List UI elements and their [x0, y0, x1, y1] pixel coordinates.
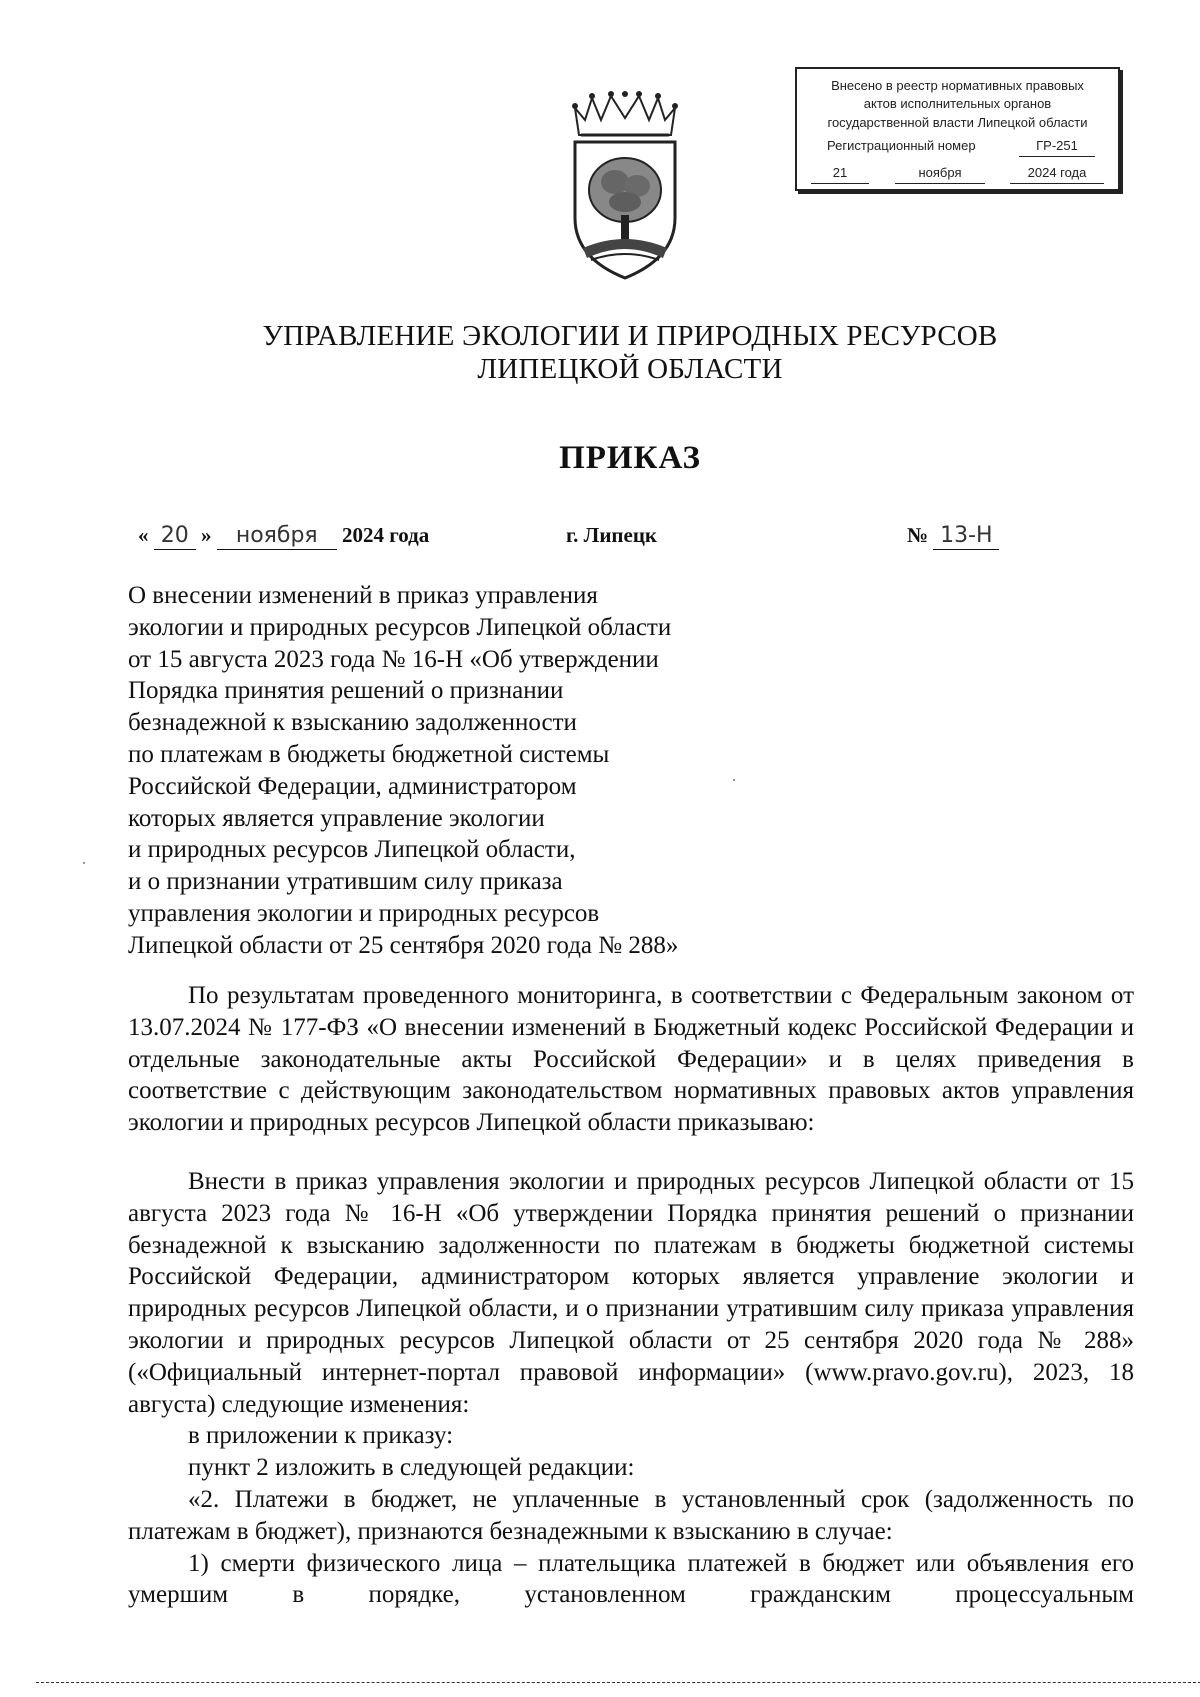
body-paragraph-annex: в приложении к приказу:: [188, 1422, 454, 1450]
subject-line: О внесении изменений в приказ управления: [128, 582, 598, 609]
body-paragraph-preamble: По результатам проведенного мониторинга, в соответствии с Федеральным законом от 13.07.2024 № 177-ФЗ «О внесении изменений в Бюджетный кодекс Российской Федерации и отдельные законодательные акты Российской Федерации» и в целях приведения в соответствие с действующим законодательством нормативных правовых актов управления экологии и природных ресурсов Липецкой области приказываю:: [128, 982, 1134, 1137]
subject-line: экологии и природных ресурсов Липецкой области: [128, 613, 672, 641]
subject-line: и природных ресурсов Липецкой области,: [128, 836, 576, 864]
date-year: 2024 года: [342, 523, 430, 547]
order-city: г. Липецк: [566, 523, 658, 547]
subject-line: Липецкой области от 25 сентября 2020 года № 288»: [128, 931, 679, 959]
order-number: [907, 523, 999, 550]
organization-title-line-1: УПРАВЛЕНИЕ ЭКОЛОГИИ И ПРИРОДНЫХ РЕСУРСОВ: [262, 320, 998, 352]
date-close-quote: »: [201, 523, 212, 547]
date-day-handwritten: 20: [154, 523, 196, 550]
subject-line: Порядка принятия решений о признании: [128, 677, 564, 705]
registry-stamp: [795, 67, 1120, 191]
organization-title-line-2: ЛИПЕЦКОЙ ОБЛАСТИ: [477, 353, 783, 385]
subject-line: по платежам в бюджеты бюджетной системы: [128, 740, 610, 768]
stamp-date-month: ноября: [895, 163, 985, 184]
order-number-handwritten: 13-Н: [933, 523, 999, 550]
subject-line: и о признании утратившим силу приказа: [128, 868, 563, 896]
body-paragraph-item-1: 1) смерти физического лица – плательщика платежей в бюджет или объявления его умершим в порядке, установленном гражданским процессуальным: [128, 1549, 1134, 1609]
date-open-quote: «: [138, 523, 149, 547]
subject-line: Российской Федерации, администратором: [128, 772, 577, 800]
subject-line: безнадежной к взысканию задолженности: [128, 709, 577, 737]
stamp-line-2: актов исполнительных органов: [863, 96, 1052, 111]
stamp-line-1: Внесено в реестр нормативных правовых: [831, 78, 1084, 93]
order-date: [138, 523, 429, 550]
scan-speck: [83, 862, 85, 864]
document-type-heading: ПРИКАЗ: [559, 440, 701, 476]
scan-speck: [733, 779, 735, 781]
stamp-date-row: [797, 163, 1118, 185]
subject-line: которых является управление экологии: [128, 804, 545, 832]
body-paragraph-clause: пункт 2 изложить в следующей редакции:: [188, 1454, 635, 1482]
stamp-registration-label: Регистрационный номер: [827, 138, 976, 153]
coat-of-arms-icon: [565, 90, 685, 285]
order-number-label: №: [907, 523, 929, 547]
organization-title: [0, 320, 1200, 386]
body-paragraph-amendment: Внести в приказ управления экологии и природных ресурсов Липецкой области от 15 августа 2023 года № 16-Н «Об утверждении Порядка принятия решений о признании безнадежной к взысканию задолженности по платежам в бюджеты бюджетной системы Российской Федерации, администратором которых является управление экологии и природных ресурсов Липецкой области, и о признании утратившим силу приказа управления экологии и природных ресурсов Липецкой области от 25 сентября 2020 года № 288» («Официальный интернет-портал правовой информации» (www.pravo.gov.ru), 2023, 18 августа) следующие изменения:: [128, 1167, 1134, 1418]
order-body: [128, 980, 1134, 1611]
subject-line: от 15 августа 2023 года № 16-Н «Об утверждении: [128, 645, 659, 673]
order-subject: [128, 580, 768, 962]
date-month-handwritten: ноября: [217, 523, 337, 550]
stamp-registration-number: ГР-251: [1019, 136, 1095, 157]
stamp-registration-row: [797, 136, 1118, 158]
page-bottom-edge: [36, 1682, 1200, 1683]
body-paragraph-clause-2: «2. Платежи в бюджет, не уплаченные в установленный срок (задолженность по платежам в бюджет), признаются безнадежными к взысканию в случае:: [128, 1485, 1134, 1545]
stamp-line-3: государственной власти Липецкой области: [827, 115, 1088, 130]
stamp-date-day: 21: [811, 163, 869, 184]
stamp-date-year: 2024 года: [1010, 163, 1104, 184]
order-meta-row: [0, 523, 1200, 557]
subject-line: управления экологии и природных ресурсов: [128, 899, 600, 927]
